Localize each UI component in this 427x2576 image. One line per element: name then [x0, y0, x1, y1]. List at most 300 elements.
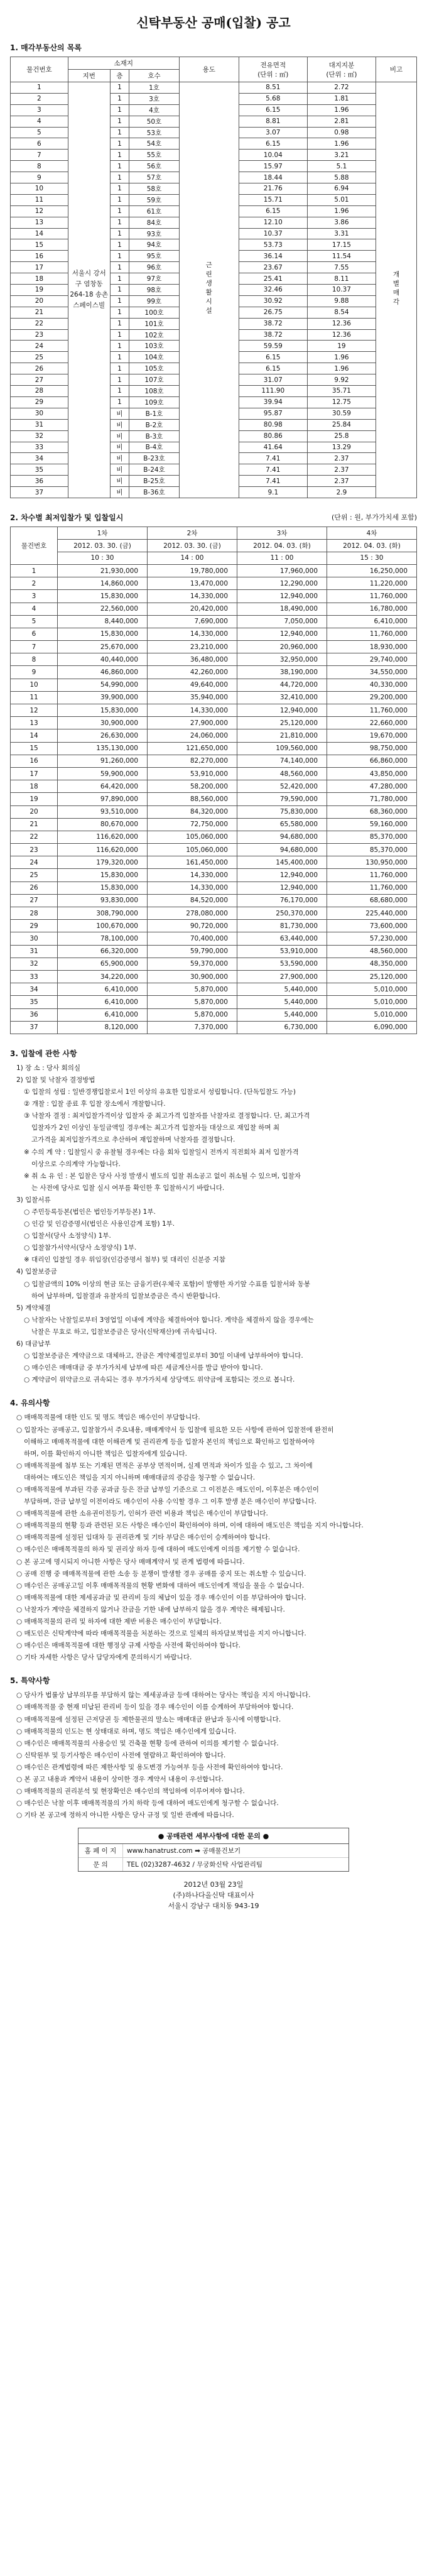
table-row	[11, 717, 417, 729]
min-bid-price: 29,740,000	[327, 653, 417, 666]
item-no: 29	[11, 396, 68, 408]
min-bid-price: 17,960,000	[237, 564, 327, 577]
min-bid-price: 14,330,000	[148, 704, 237, 717]
land-share: 25.8	[307, 430, 376, 442]
item-no: 10	[11, 183, 68, 195]
item-no: 24	[11, 856, 58, 869]
note-line: ※ 취 소 유 인 : 본 입찰은 당사 사정 발생시 별도의 입찰 취소공고 없이 취소될 수 있으며, 입찰자	[24, 1172, 301, 1180]
item-no: 13	[11, 217, 68, 228]
land-share: 6.94	[307, 183, 376, 195]
item-no: 14	[11, 729, 58, 742]
table-row	[11, 970, 417, 983]
exclusive-area: 6.15	[239, 363, 307, 374]
floor: 1	[110, 239, 129, 251]
col-item-no: 물건번호	[11, 527, 58, 564]
land-share: 1.96	[307, 205, 376, 217]
note-line: ○ 본 공고 내용과 계약서 내용이 상이한 경우 계약서 내용이 우선합니다.	[16, 1776, 224, 1784]
min-bid-price: 11,760,000	[327, 628, 417, 640]
room-no: B-24호	[129, 464, 180, 476]
min-bid-price: 161,450,000	[148, 856, 237, 869]
min-bid-price: 5,010,000	[327, 1008, 417, 1021]
min-bid-price: 27,900,000	[237, 970, 327, 983]
homepage-link[interactable]: www.hanatrust.com ➡ 공매물건보기	[127, 1847, 241, 1855]
room-no: B-23호	[129, 453, 180, 464]
item-no: 21	[11, 307, 68, 318]
room-no: 55호	[129, 150, 180, 161]
note-line: ○ 낙찰자는 낙찰일로부터 3영업일 이내에 계약을 체결하여야 합니다. 계약을 체결하지 않을 경우에는	[24, 1316, 314, 1324]
note-line: ○ 매수인은 매매목적물의 사용승인 및 건축물 현황 등에 관하여 이의를 제기할 수 없습니다.	[16, 1739, 279, 1747]
min-bid-price: 7,050,000	[237, 615, 327, 628]
note-line: 2) 입찰 및 낙찰자 결정방법	[16, 1076, 95, 1084]
company-address: 서울시 강남구 대치동 943-19	[168, 1902, 259, 1911]
land-share: 2.37	[307, 464, 376, 476]
table-row	[11, 603, 417, 615]
land-share: 12.75	[307, 396, 376, 408]
exclusive-area: 6.15	[239, 104, 307, 116]
floor: 1	[110, 82, 129, 94]
land-share: 1.96	[307, 104, 376, 116]
table-row	[11, 729, 417, 742]
floor: 1	[110, 93, 129, 104]
floor: 비	[110, 487, 129, 498]
table-row	[11, 577, 417, 590]
section-5-title: 5. 특약사항	[10, 1676, 50, 1686]
note-line: 6) 대금납부	[16, 1340, 51, 1348]
min-bid-price: 27,900,000	[148, 717, 237, 729]
note-line: ○ 본 공고에 명시되지 아니한 사항은 당사 매매계약서 및 관계 법령에 따릅니다.	[16, 1558, 245, 1566]
note-line: ○ 기타 자세한 사항은 당사 담당자에게 문의하시기 바랍니다.	[16, 1654, 192, 1662]
exclusive-area: 10.04	[239, 150, 307, 161]
min-bid-price: 278,080,000	[148, 907, 237, 920]
min-bid-price: 35,940,000	[148, 691, 237, 704]
item-no: 34	[11, 453, 68, 464]
item-no: 2	[11, 93, 68, 104]
note-line: ○ 입찰금액의 10% 이상의 현금 또는 금융기관(우체국 포함)이 발행한 자기앞 수표를 입찰서와 동봉	[24, 1280, 311, 1288]
item-no: 8	[11, 653, 58, 666]
floor: 1	[110, 329, 129, 341]
item-no: 24	[11, 341, 68, 352]
round-1-time: 10 : 30	[58, 552, 148, 564]
room-no: 3호	[129, 93, 180, 104]
min-bid-price: 44,720,000	[237, 679, 327, 691]
item-no: 5	[11, 127, 68, 138]
min-bid-price: 42,260,000	[148, 666, 237, 679]
min-bid-price: 91,260,000	[58, 755, 148, 767]
item-no: 27	[11, 894, 58, 907]
floor: 비	[110, 430, 129, 442]
min-bid-price: 145,400,000	[237, 856, 327, 869]
item-no: 19	[11, 285, 68, 296]
item-no: 17	[11, 262, 68, 273]
exclusive-area: 5.68	[239, 93, 307, 104]
min-bid-price: 6,090,000	[327, 1021, 417, 1034]
floor: 1	[110, 307, 129, 318]
min-bid-price: 65,580,000	[237, 818, 327, 831]
section-1-title: 1. 매각부동산의 목록	[10, 43, 82, 52]
min-bid-price: 7,370,000	[148, 1021, 237, 1034]
land-share: 1.96	[307, 363, 376, 374]
room-no: 61호	[129, 205, 180, 217]
page-title: 신탁부동산 공매(입찰) 공고	[136, 15, 291, 30]
min-bid-price: 19,670,000	[327, 729, 417, 742]
exclusive-area: 15.97	[239, 161, 307, 172]
note-line: ○ 매매목적물에 관한 소유권이전등기, 인허가 관련 비용과 책임은 매수인이 부담합니다.	[16, 1510, 268, 1518]
note-line: ○ 입찰자는 공매공고, 입찰참가서 주요내용, 매매계약서 등 입찰에 필요한 모든 사항에 관하여 입찰전에 완전히	[16, 1426, 334, 1434]
floor: 비	[110, 419, 129, 430]
exclusive-area: 8.51	[239, 82, 307, 94]
col-jibun: 지번	[68, 70, 110, 82]
room-no: 107호	[129, 374, 180, 386]
note-line: ○ 매매목적물의 관리 및 하자에 대한 제반 비용은 매수인이 부담합니다.	[16, 1618, 222, 1626]
note-line: 고가격을 최저입찰가격으로 추산하여 재입찰하며 낙찰자를 결정합니다.	[31, 1136, 235, 1144]
floor: 1	[110, 396, 129, 408]
min-bid-price: 15,830,000	[58, 704, 148, 717]
land-share: 0.98	[307, 127, 376, 138]
room-no: 4호	[129, 104, 180, 116]
exclusive-area: 8.81	[239, 116, 307, 127]
note-line: ○ 매매목적물에 첨부 또는 기재된 면적은 공부상 면적이며, 실제 면적과 차이가 있을 수 있고, 그 차이에	[16, 1461, 313, 1470]
note-line: ○ 매매목적물 중 현재 미납된 관리비 등이 있을 경우 매수인이 이를 승계하여 부담하여야 합니다.	[16, 1703, 294, 1711]
room-no: 58호	[129, 183, 180, 195]
item-no: 22	[11, 318, 68, 329]
room-no: B-1호	[129, 408, 180, 419]
room-no: B-36호	[129, 487, 180, 498]
min-bid-price: 32,950,000	[237, 653, 327, 666]
note-line: ○ 입찰서(당사 소정양식) 1부.	[24, 1232, 111, 1240]
item-no: 8	[11, 161, 68, 172]
note-line: ○ 매도인은 신탁계약에 따라 매매목적물을 처분하는 것으로 일체의 하자담보책임을 지지 아니합니다.	[16, 1630, 306, 1638]
item-no: 37	[11, 1021, 58, 1034]
min-bid-price: 38,190,000	[237, 666, 327, 679]
min-bid-price: 32,410,000	[237, 691, 327, 704]
note-line: ○ 매매목적물에 설정된 임대차 등 권리관계 및 기타 부담은 매수인이 승계하여야 합니다.	[16, 1534, 271, 1542]
item-no: 21	[11, 818, 58, 831]
land-share: 2.72	[307, 82, 376, 94]
note-line: 1) 장 소 : 당사 회의실	[16, 1064, 81, 1072]
min-bid-price: 70,400,000	[148, 932, 237, 945]
item-no: 10	[11, 679, 58, 691]
min-bid-price: 20,420,000	[148, 603, 237, 615]
item-no: 30	[11, 408, 68, 419]
company-name: (주)하나다올신탁 대표이사	[173, 1891, 254, 1900]
land-share: 10.37	[307, 285, 376, 296]
note-line: ○ 매수인은 매매대금 중 부가가치세 납부에 따른 세금계산서를 발급 받아야 합니다.	[24, 1364, 263, 1372]
room-no: 50호	[129, 116, 180, 127]
note-line: ○ 입찰참가서약서(당사 소정양식) 1부.	[24, 1244, 137, 1252]
land-share: 25.84	[307, 419, 376, 430]
land-share: 7.55	[307, 262, 376, 273]
table-row	[11, 755, 417, 767]
room-no: 1호	[129, 82, 180, 94]
note-line: ○ 주민등록등본(법인은 법인등기부등본) 1부.	[24, 1208, 156, 1216]
address-cell: 서울시 강서구 염창동 264-18 송촌 스페이스빌	[68, 82, 110, 498]
round-4-date: 2012. 04. 03. (화)	[327, 539, 417, 552]
item-no: 27	[11, 374, 68, 386]
exclusive-area: 80.98	[239, 419, 307, 430]
min-bid-price: 53,590,000	[237, 958, 327, 970]
col-location: 소재지	[68, 57, 179, 70]
room-no: 84호	[129, 217, 180, 228]
item-no: 11	[11, 691, 58, 704]
exclusive-area: 6.15	[239, 352, 307, 363]
floor: 1	[110, 386, 129, 397]
floor: 비	[110, 442, 129, 453]
exclusive-area: 41.64	[239, 442, 307, 453]
land-share: 5.88	[307, 172, 376, 183]
table-row	[11, 1008, 417, 1021]
min-bid-price: 21,810,000	[237, 729, 327, 742]
round-2-date: 2012. 03. 30. (금)	[148, 539, 237, 552]
min-bid-price: 15,830,000	[58, 628, 148, 640]
table-row	[11, 590, 417, 603]
floor: 비	[110, 464, 129, 476]
note-line: ○ 매수인은 매매목적물에 대한 행정상 규제 사항을 사전에 확인하여야 합니다.	[16, 1642, 241, 1650]
item-no: 1	[11, 82, 68, 94]
land-share: 9.88	[307, 295, 376, 307]
table-row	[11, 805, 417, 818]
contact-row-homepage: 홈 페 이 지 www.hanatrust.com ➡ 공매물건보기	[78, 1844, 349, 1858]
min-bid-price: 49,640,000	[148, 679, 237, 691]
table-row	[11, 691, 417, 704]
min-bid-price: 79,590,000	[237, 793, 327, 805]
min-bid-price: 179,320,000	[58, 856, 148, 869]
item-no: 16	[11, 755, 58, 767]
min-bid-price: 66,320,000	[58, 945, 148, 958]
land-share: 2.37	[307, 453, 376, 464]
room-no: 103호	[129, 341, 180, 352]
min-bid-price: 40,440,000	[58, 653, 148, 666]
min-bid-price: 12,940,000	[237, 590, 327, 603]
col-item-no: 물건번호	[11, 57, 68, 82]
room-no: B-3호	[129, 430, 180, 442]
min-bid-price: 16,780,000	[327, 603, 417, 615]
land-share: 5.01	[307, 194, 376, 205]
exclusive-area: 38.72	[239, 318, 307, 329]
room-no: 59호	[129, 194, 180, 205]
note-line: ① 입찰의 성립 : 일반경쟁입찰로서 1인 이상의 유효한 입찰로서 성립합니다. (단독입찰도 가능)	[24, 1088, 296, 1096]
note-line: ○ 낙찰자가 계약을 체결하지 않거나 잔금을 기한 내에 납부하지 않을 경우 계약은 해제됩니다.	[16, 1605, 285, 1613]
floor: 1	[110, 273, 129, 285]
note-line: ○ 매매목적물에 부과된 각종 공과금 등은 잔금 납부일 기준으로 그 이전분은 매도인이, 이후분은 매수인이	[16, 1485, 319, 1493]
min-bid-price: 57,230,000	[327, 932, 417, 945]
note-line: 5) 계약체결	[16, 1304, 51, 1312]
note-line: ○ 매수인은 관계법령에 따른 제한사항 및 용도변경 가능여부 등을 사전에 확인하여야 합니다.	[16, 1763, 283, 1771]
min-bid-price: 54,990,000	[58, 679, 148, 691]
col-floor: 층	[110, 70, 129, 82]
land-share: 3.31	[307, 228, 376, 239]
floor: 1	[110, 352, 129, 363]
table-row	[11, 881, 417, 894]
floor: 1	[110, 295, 129, 307]
item-no: 14	[11, 228, 68, 239]
round-3-label: 3차	[237, 527, 327, 539]
min-bid-price: 23,210,000	[148, 641, 237, 653]
land-share: 2.9	[307, 487, 376, 498]
min-bid-price: 97,890,000	[58, 793, 148, 805]
table-row	[11, 958, 417, 970]
round-1-date: 2012. 03. 30. (금)	[58, 539, 148, 552]
exclusive-area: 6.15	[239, 205, 307, 217]
min-bid-price: 68,360,000	[327, 805, 417, 818]
min-bid-price: 5,870,000	[148, 1008, 237, 1021]
floor: 1	[110, 138, 129, 150]
min-bid-price: 84,520,000	[148, 894, 237, 907]
min-bid-price: 66,860,000	[327, 755, 417, 767]
min-bid-price: 105,060,000	[148, 831, 237, 843]
round-2-time: 14 : 00	[148, 552, 237, 564]
exclusive-area: 23.67	[239, 262, 307, 273]
table-row	[11, 907, 417, 920]
exclusive-area: 21.76	[239, 183, 307, 195]
item-no: 4	[11, 116, 68, 127]
table-row	[11, 932, 417, 945]
min-bid-price: 81,730,000	[237, 920, 327, 932]
exclusive-area: 6.15	[239, 138, 307, 150]
note-line: 이상으로 수의계약 가능합니다.	[31, 1160, 121, 1168]
exclusive-area: 59.59	[239, 341, 307, 352]
item-no: 7	[11, 150, 68, 161]
exclusive-area: 111.90	[239, 386, 307, 397]
table-row	[11, 666, 417, 679]
note-line: ○ 신탁원부 및 등기사항은 매수인이 사전에 열람하고 확인하여야 합니다.	[16, 1751, 226, 1759]
min-bid-price: 16,250,000	[327, 564, 417, 577]
min-bid-price: 84,320,000	[148, 805, 237, 818]
round-4-time: 15 : 30	[327, 552, 417, 564]
min-bid-price: 63,440,000	[237, 932, 327, 945]
exclusive-area: 39.94	[239, 396, 307, 408]
item-no: 31	[11, 945, 58, 958]
table-row	[11, 793, 417, 805]
note-line: ○ 매수인은 매매목적물의 하자 및 권리상 하자 등에 대하여 매도인에게 이의를 제기할 수 없습니다.	[16, 1546, 300, 1554]
round-4-label: 4차	[327, 527, 417, 539]
round-3-time: 11 : 00	[237, 552, 327, 564]
min-bid-price: 109,560,000	[237, 742, 327, 755]
item-no: 3	[11, 104, 68, 116]
floor: 1	[110, 363, 129, 374]
item-no: 13	[11, 717, 58, 729]
item-no: 25	[11, 869, 58, 881]
min-bid-price: 116,620,000	[58, 844, 148, 856]
note-line: ② 개찰 : 입찰 종료 후 입찰 장소에서 개찰합니다.	[24, 1100, 166, 1108]
min-bid-price: 98,750,000	[327, 742, 417, 755]
floor: 1	[110, 217, 129, 228]
room-no: 93호	[129, 228, 180, 239]
min-bid-price: 15,830,000	[58, 881, 148, 894]
min-bid-price: 94,680,000	[237, 831, 327, 843]
table-row	[11, 818, 417, 831]
min-bid-price: 26,630,000	[58, 729, 148, 742]
room-no: 98호	[129, 285, 180, 296]
item-no: 36	[11, 1008, 58, 1021]
exclusive-area: 30.92	[239, 295, 307, 307]
item-no: 35	[11, 464, 68, 476]
note-line: ○ 매매목적물에 설정된 근저당권 등 제한물권의 말소는 매매대금 완납과 동시에 이행합니다.	[16, 1715, 281, 1723]
land-share: 9.92	[307, 374, 376, 386]
exclusive-area: 38.72	[239, 329, 307, 341]
room-no: B-4호	[129, 442, 180, 453]
min-bid-price: 13,470,000	[148, 577, 237, 590]
floor: 비	[110, 408, 129, 419]
item-no: 20	[11, 295, 68, 307]
note-line: ※ 수의 계 약 : 입찰일시 중 유찰될 경우에는 다음 회차 입찰일시 전까지 직전회차 최저 입찰가격	[24, 1148, 299, 1156]
min-bid-price: 34,220,000	[58, 970, 148, 983]
note-line: 4) 입찰보증금	[16, 1268, 57, 1276]
exclusive-area: 25.41	[239, 273, 307, 285]
min-bid-price: 11,760,000	[327, 881, 417, 894]
item-no: 4	[11, 603, 58, 615]
exclusive-area: 15.71	[239, 194, 307, 205]
min-bid-price: 43,850,000	[327, 767, 417, 780]
note-line: ○ 매수인은 낙찰 이후 매매목적물의 가치 하락 등에 대하여 매도인에게 청구할 수 없습니다.	[16, 1799, 279, 1808]
room-no: 99호	[129, 295, 180, 307]
min-bid-price: 52,420,000	[237, 780, 327, 793]
table-row	[11, 704, 417, 717]
room-no: 57호	[129, 172, 180, 183]
item-no: 15	[11, 742, 58, 755]
table-row	[11, 869, 417, 881]
item-no: 1	[11, 564, 58, 577]
min-bid-price: 14,860,000	[58, 577, 148, 590]
min-bid-price: 30,900,000	[148, 970, 237, 983]
land-share: 12.36	[307, 329, 376, 341]
item-no: 15	[11, 239, 68, 251]
min-bid-price: 19,780,000	[148, 564, 237, 577]
min-bid-price: 105,060,000	[148, 844, 237, 856]
land-share: 13.29	[307, 442, 376, 453]
room-no: 95호	[129, 251, 180, 262]
land-share: 5.1	[307, 161, 376, 172]
min-bid-price: 40,330,000	[327, 679, 417, 691]
floor: 1	[110, 194, 129, 205]
min-bid-price: 11,760,000	[327, 590, 417, 603]
room-no: 54호	[129, 138, 180, 150]
table-row	[11, 856, 417, 869]
item-no: 29	[11, 920, 58, 932]
land-share: 35.71	[307, 386, 376, 397]
exclusive-area: 7.41	[239, 453, 307, 464]
min-bid-price: 20,960,000	[237, 641, 327, 653]
exclusive-area: 80.86	[239, 430, 307, 442]
min-bid-price: 59,790,000	[148, 945, 237, 958]
exclusive-area: 36.14	[239, 251, 307, 262]
item-no: 19	[11, 793, 58, 805]
min-bid-price: 46,860,000	[58, 666, 148, 679]
item-no: 32	[11, 958, 58, 970]
note-line: ○ 공매 진행 중 매매목적물에 관한 소송 등 분쟁이 발생할 경우 공매를 중지 또는 취소할 수 있습니다.	[16, 1569, 306, 1578]
item-no: 20	[11, 805, 58, 818]
min-bid-price: 85,370,000	[327, 831, 417, 843]
min-bid-price: 30,900,000	[58, 717, 148, 729]
min-bid-price: 121,650,000	[148, 742, 237, 755]
room-no: 109호	[129, 396, 180, 408]
land-share: 2.37	[307, 476, 376, 487]
min-bid-price: 5,010,000	[327, 983, 417, 996]
use-cell: 근린생활시설	[179, 82, 239, 498]
table-row	[11, 945, 417, 958]
min-bid-price: 5,440,000	[237, 983, 327, 996]
land-share: 30.59	[307, 408, 376, 419]
item-no: 22	[11, 831, 58, 843]
floor: 1	[110, 262, 129, 273]
exclusive-area: 9.1	[239, 487, 307, 498]
room-no: 96호	[129, 262, 180, 273]
floor: 1	[110, 318, 129, 329]
min-bid-price: 12,290,000	[237, 577, 327, 590]
room-no: 100호	[129, 307, 180, 318]
land-share: 19	[307, 341, 376, 352]
min-bid-price: 34,550,000	[327, 666, 417, 679]
item-no: 33	[11, 970, 58, 983]
